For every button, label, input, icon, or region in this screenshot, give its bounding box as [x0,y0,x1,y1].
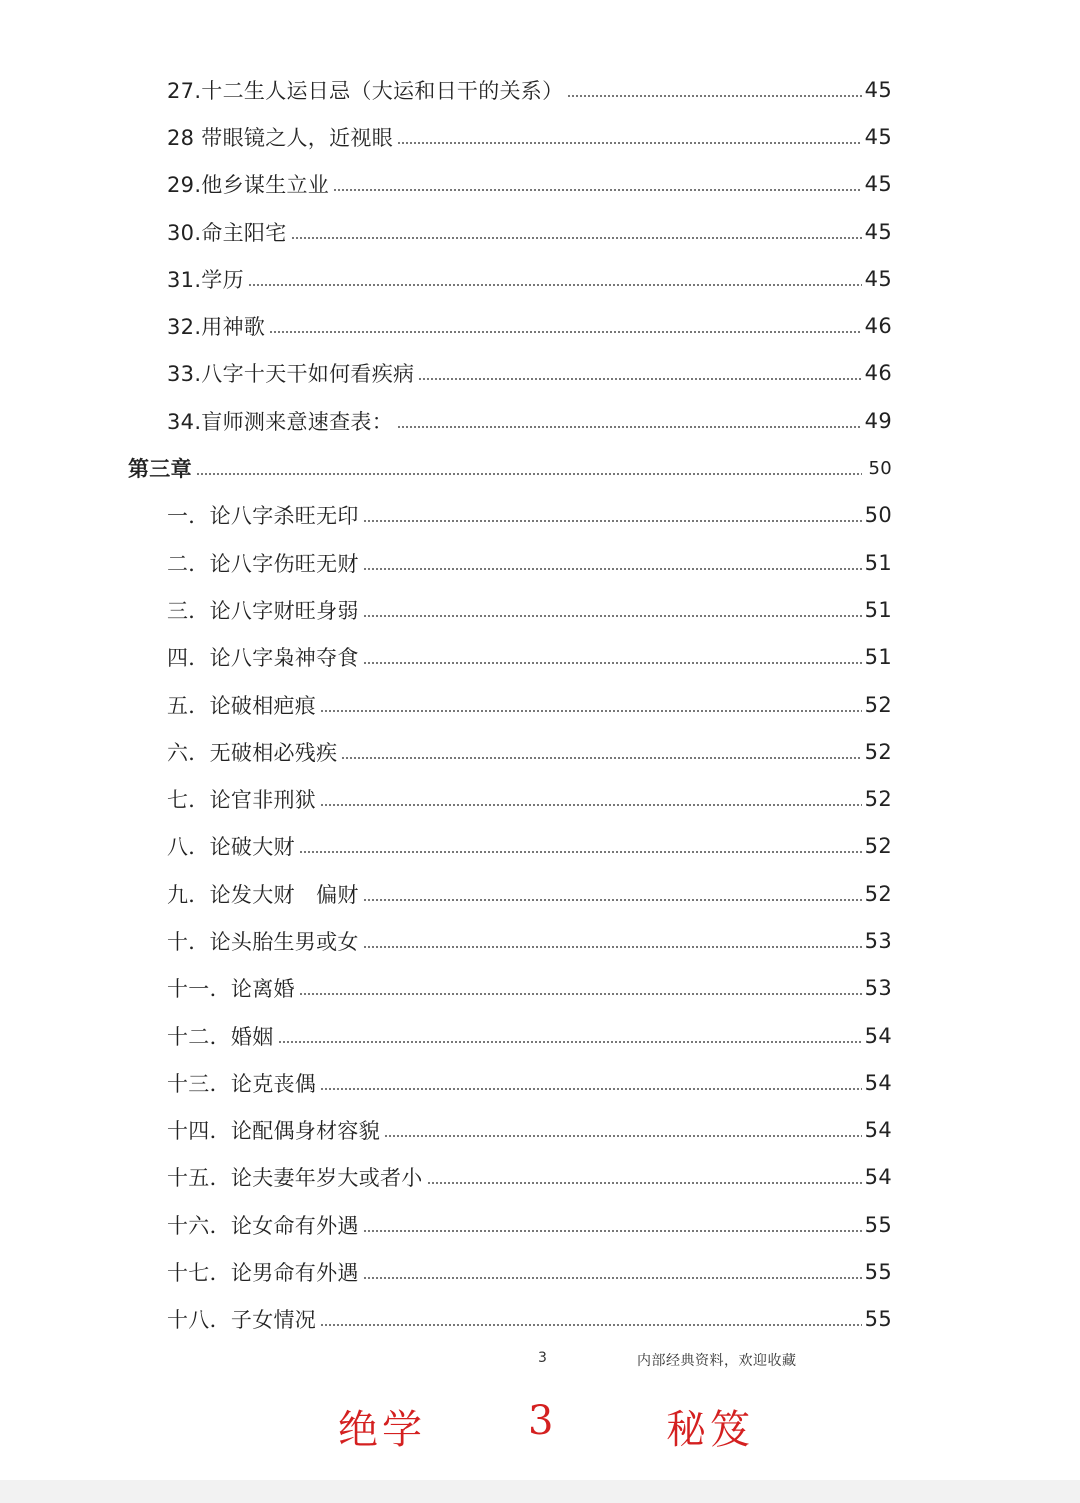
toc-entry-page-number: 45 [864,219,892,244]
watermark-center-number: 3 [528,1398,558,1444]
toc-entry-title: 十六．论女命有外遇 [167,1213,359,1238]
toc-entry-page-number: 46 [864,314,892,339]
toc-dot-leader [299,993,862,995]
toc-dot-leader [363,1277,862,1279]
toc-entry-page-number: 52 [864,787,892,812]
toc-entry-title: 一．论八字杀旺无印 [167,504,359,529]
toc-entry [0,350,1080,397]
toc-dot-leader [291,237,863,239]
toc-entry-page-number: 54 [864,1023,892,1048]
toc-entry-page-number: 51 [864,645,892,670]
toc-dot-leader [278,1041,863,1043]
toc-entry-page-number: 54 [864,1165,892,1190]
toc-entry [0,681,1080,728]
toc-entry [0,870,1080,917]
toc-entry-title: 34.盲师测来意速查表： [167,409,393,434]
toc-entry-page-number: 54 [864,1118,892,1143]
toc-entry-title: 30.命主阳宅 [167,220,287,245]
toc-dot-leader [363,946,862,948]
toc-dot-leader [320,804,862,806]
toc-entry-title: 三．论八字财旺身弱 [167,598,359,623]
toc-entry-title: 二．论八字伤旺无财 [167,551,359,576]
toc-entry-title: 31.学历 [167,267,244,292]
toc-dot-leader [363,662,862,664]
toc-entry [0,965,1080,1012]
toc-entry-page-number: 52 [864,881,892,906]
footer-page-number: 3 [538,1350,547,1366]
toc-entry-title: 十．论头胎生男或女 [167,929,359,954]
toc-entry-page-number: 52 [864,692,892,717]
toc-dot-leader [363,615,862,617]
toc-entry-page-number: 46 [864,361,892,386]
toc-entry-title: 29.他乡谋生立业 [167,173,330,198]
toc-entry [0,1248,1080,1295]
toc-dot-leader [248,284,862,286]
toc-entry-page-number: 53 [864,976,892,1001]
toc-entry-page-number: 50 [868,457,892,479]
toc-entry [0,1296,1080,1343]
toc-entry-page-number: 49 [864,408,892,433]
toc-entry-title: 四．论八字枭神夺食 [167,646,359,671]
bottom-band [0,1480,1080,1503]
toc-entry-title: 十七．论男命有外遇 [167,1261,359,1286]
toc-entry-page-number: 51 [864,550,892,575]
toc-entry-page-number: 45 [864,124,892,149]
toc-entry-page-number: 52 [864,834,892,859]
toc-entry-title: 十四．论配偶身材容貌 [167,1119,380,1144]
toc-entry-title: 八．论破大财 [167,835,295,860]
toc-dot-leader [427,1182,862,1184]
toc-entry-title: 五．论破相疤痕 [167,693,317,718]
toc-entry [0,1154,1080,1201]
toc-dot-leader [363,568,862,570]
toc-entry-title: 十一．论离婚 [167,977,295,1002]
toc-entry-page-number: 45 [864,266,892,291]
toc-entry-title: 六．无破相必残疾 [167,740,338,765]
toc-entry [0,208,1080,255]
toc-entry [0,302,1080,349]
toc-entry [0,539,1080,586]
toc-entry-page-number: 55 [864,1307,892,1332]
toc-entry [0,728,1080,775]
toc-entry-title: 33.八字十天干如何看疾病 [167,362,415,387]
toc-entry [0,161,1080,208]
toc-entry [0,255,1080,302]
toc-entry-title: 27.十二生人运日忌（大运和日干的关系） [167,78,564,103]
toc-dot-leader [363,1230,862,1232]
toc-entry-title: 九．论发大财 偏财 [167,882,359,907]
toc-entry [0,66,1080,113]
toc-entry [0,1012,1080,1059]
toc-entry-page-number: 50 [864,503,892,528]
toc-entry-page-number: 52 [864,739,892,764]
watermark-left-text: 绝学 [338,1407,426,1453]
page-footer [0,1350,1080,1372]
watermark-right-text: 秘笈 [666,1407,754,1453]
toc-entry-page-number: 53 [864,928,892,953]
toc-entry-title: 第三章 [128,457,192,482]
toc-entry [0,1201,1080,1248]
toc-dot-leader [384,1135,862,1137]
toc-entry-page-number: 51 [864,597,892,622]
toc-entry [0,113,1080,160]
toc-dot-leader [299,851,862,853]
toc-dot-leader [341,757,862,759]
toc-dot-leader [320,1324,862,1326]
toc-entry-title: 32.用神歌 [167,315,266,340]
toc-entry [0,397,1080,444]
toc-entry [0,492,1080,539]
toc-entry-page-number: 54 [864,1070,892,1095]
toc-dot-leader [196,473,862,475]
toc-entry [0,1107,1080,1154]
toc-entry [0,917,1080,964]
toc-entry [0,1059,1080,1106]
toc-dot-leader [397,142,862,144]
table-of-contents [0,66,1080,1343]
toc-entry [0,634,1080,681]
toc-dot-leader [269,331,862,333]
toc-entry-page-number: 45 [864,172,892,197]
toc-dot-leader [363,520,862,522]
toc-entry-title: 十二．婚姻 [167,1024,274,1049]
toc-dot-leader [363,899,862,901]
toc-entry-page-number: 55 [864,1212,892,1237]
toc-entry-title: 十三．论克丧偶 [167,1071,317,1096]
toc-entry [0,823,1080,870]
toc-entry-title: 七．论官非刑狱 [167,788,317,813]
toc-dot-leader [418,378,862,380]
toc-entry [0,586,1080,633]
toc-entry-page-number: 45 [864,77,892,102]
toc-entry-page-number: 55 [864,1260,892,1285]
footer-note: 内部经典资料，欢迎收藏 [637,1353,797,1369]
toc-entry-title: 十八．子女情况 [167,1308,317,1333]
toc-dot-leader [397,426,862,428]
toc-dot-leader [320,710,862,712]
toc-dot-leader [333,189,862,191]
toc-entry-title: 十五．论夫妻年岁大或者小 [167,1166,423,1191]
toc-dot-leader [320,1088,862,1090]
toc-dot-leader [567,95,862,97]
toc-chapter-heading [0,444,1080,491]
toc-entry [0,775,1080,822]
toc-entry-title: 28 带眼镜之人，近视眼 [167,125,393,150]
